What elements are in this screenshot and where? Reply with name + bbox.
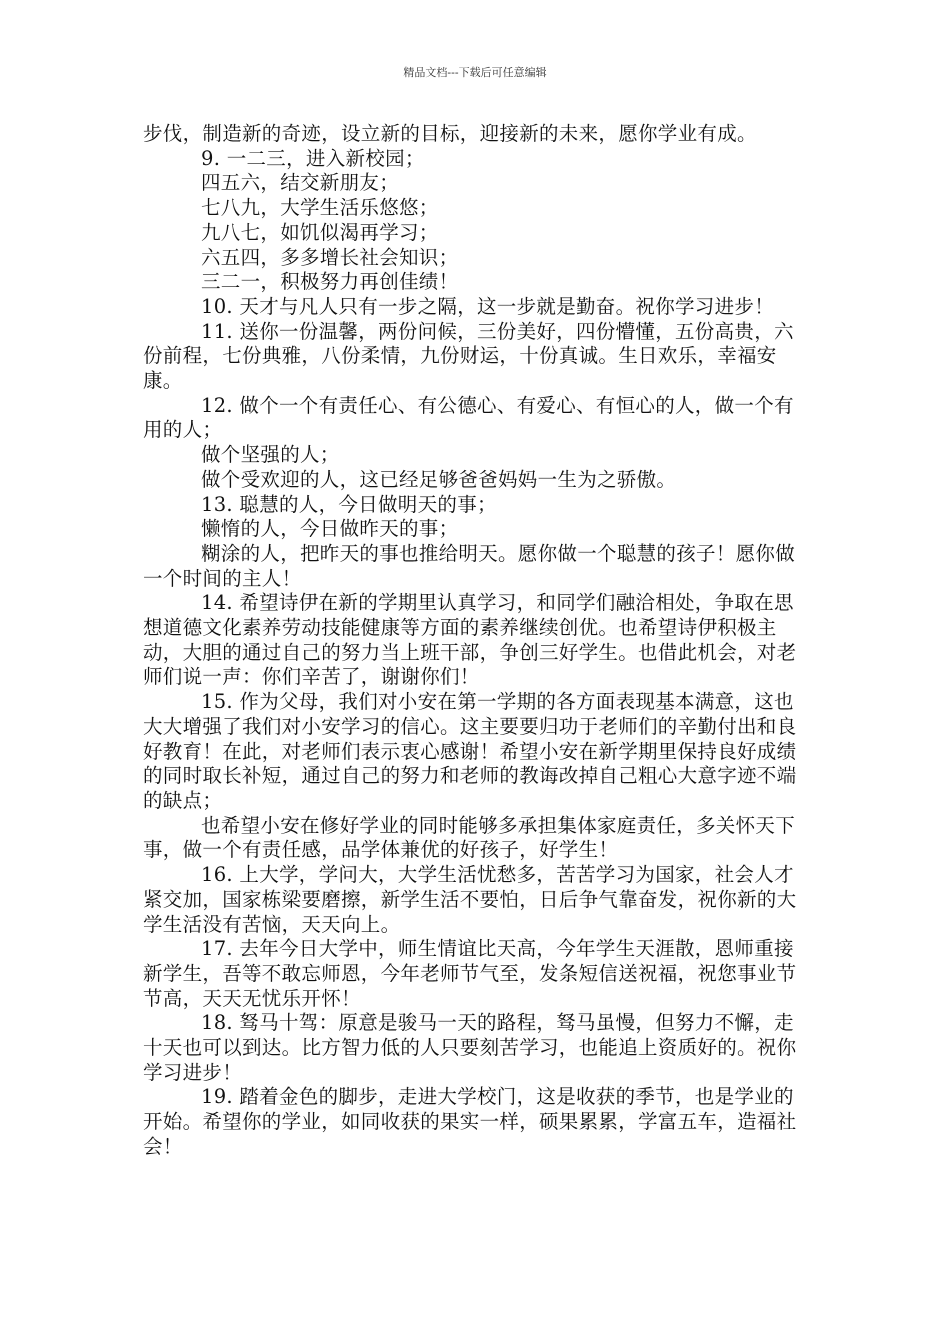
paragraph: 11. 送你一份温馨，两份问候，三份美好，四份懵懂，五份高贵，六份前程，七份典雅，八份柔情，九份财运，十份真诚。生日欢乐，幸福安康。 bbox=[143, 319, 794, 393]
paragraph: 18. 驽马十驾：原意是骏马一天的路程，驽马虽慢，但努力不懈，走十天也可以到达。比方智力低的人只要刻苦学习，也能追上资质好的。祝你学习进步！ bbox=[143, 1011, 797, 1084]
paragraph: 13. 聪慧的人，今日做明天的事； bbox=[201, 492, 497, 516]
paragraph: 10. 天才与凡人只有一步之隔，这一步就是勤奋。祝你学习进步！ bbox=[201, 294, 775, 318]
paragraph: 9. 一二三，进入新校园； bbox=[201, 146, 425, 170]
paragraph: 步伐，制造新的奇迹，设立新的目标，迎接新的未来，愿你学业有成。 bbox=[143, 122, 757, 145]
paragraph: 四五六，结交新朋友； bbox=[201, 171, 400, 195]
document-body bbox=[143, 122, 811, 1160]
page-header: 精品文档---下载后可任意编辑 bbox=[403, 66, 547, 79]
paragraph: 九八七，如饥似渴再学习； bbox=[201, 220, 439, 244]
paragraph: 12. 做个一个有责任心、有公德心、有爱心、有恒心的人，做一个有用的人； bbox=[143, 393, 794, 442]
paragraph: 16. 上大学，学问大，大学生活忧愁多，苦苦学习为国家，社会人才紧交加，国家栋梁要磨擦，新学生活不要怕，日后争气靠奋发，祝你新的大学生活没有苦恼，天天向上。 bbox=[143, 863, 797, 936]
paragraph: 六五四，多多增长社会知识； bbox=[201, 245, 459, 269]
paragraph: 19. 踏着金色的脚步，走进大学校门，这是收获的季节，也是学业的开始。希望你的学业，如同收获的果实一样，硕果累累，学富五车，造福社会！ bbox=[143, 1085, 797, 1158]
paragraph: 17. 去年今日大学中，师生情谊比天高，今年学生天涯散，恩师重接新学生，吾等不敢忘师恩，今年老师节气至，发条短信送祝福，祝您事业节节高，天天无忧乐开怀！ bbox=[143, 937, 797, 1010]
paragraph: 14. 希望诗伊在新的学期里认真学习，和同学们融洽相处，争取在思想道德文化素养劳动技能健康等方面的素养继续创优。也希望诗伊积极主动，大胆的通过自己的努力当上班干部，争创三好学生。也借此机会，对老师们说一声：你们辛苦了，谢谢你们！ bbox=[143, 591, 797, 689]
paragraph: 做个受欢迎的人，这已经足够爸爸妈妈一生为之骄傲。 bbox=[201, 467, 677, 491]
paragraph: 做个坚强的人； bbox=[201, 443, 340, 467]
paragraph: 七八九，大学生活乐悠悠； bbox=[201, 196, 439, 220]
paragraph: 15. 作为父母，我们对小安在第一学期的各方面表现基本满意，这也大大增强了我们对小安学习的信心。这主要要归功于老师们的辛勤付出和良好教育！在此，对老师们表示衷心感谢！希望小安在新学期里保持良好成绩的同时取长补短，通过自己的努力和老师的教诲改掉自己粗心大意字迹不端的缺点； bbox=[143, 690, 797, 812]
paragraph: 懒惰的人，今日做昨天的事； bbox=[201, 517, 459, 541]
paragraph: 三二一，积极努力再创佳绩！ bbox=[201, 270, 459, 294]
paragraph: 糊涂的人，把昨天的事也推给明天。愿你做一个聪慧的孩子！愿你做一个时间的主人！ bbox=[143, 541, 796, 590]
paragraph: 也希望小安在修好学业的同时能够多承担集体家庭责任，多关怀天下事，做一个有责任感，品学体兼优的好孩子，好学生！ bbox=[143, 813, 796, 862]
